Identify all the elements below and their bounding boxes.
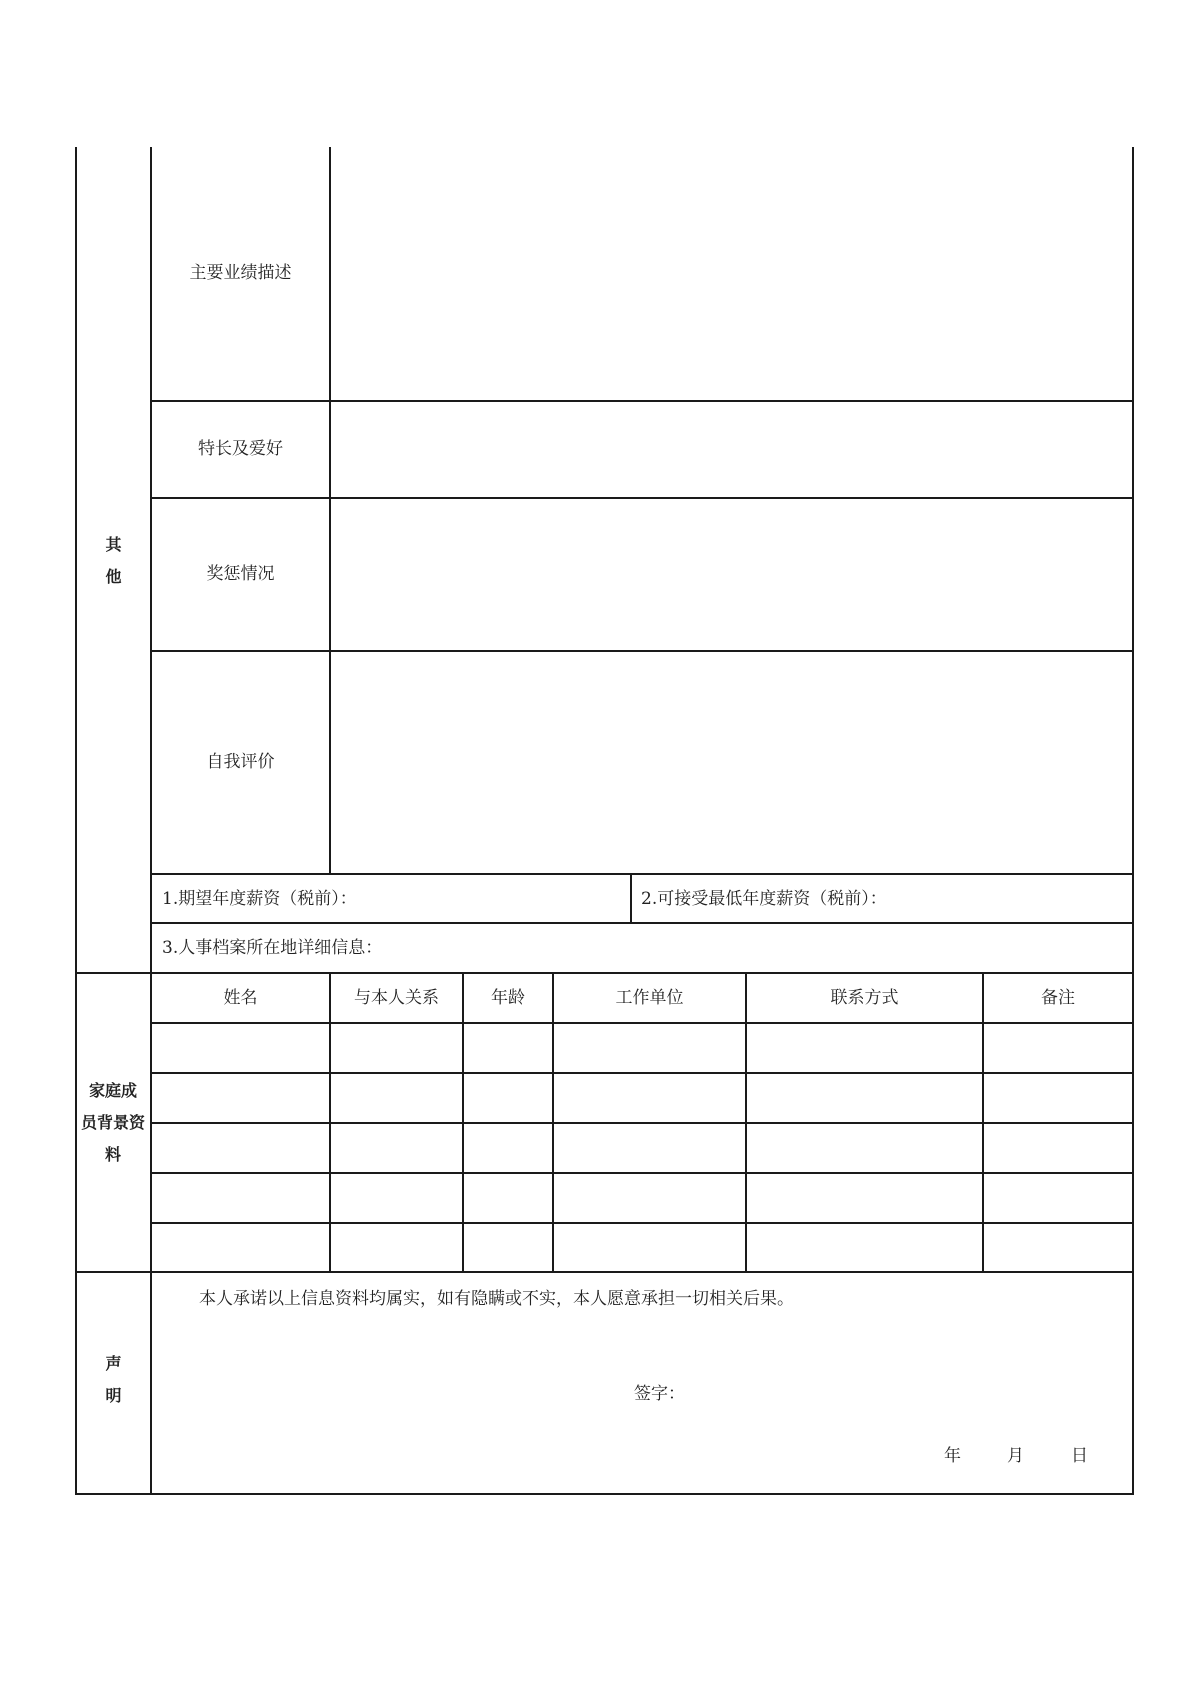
date-day-label: 日 — [1071, 1446, 1088, 1466]
achievements-label: 主要业绩描述 — [189, 263, 292, 283]
row-divider — [150, 1172, 1134, 1174]
declaration-section-title — [77, 1348, 150, 1412]
table-right-border — [1132, 147, 1134, 1495]
column-divider — [150, 147, 152, 1495]
section-divider — [75, 972, 1134, 974]
other-title-line: 其 — [105, 535, 122, 554]
row-divider — [150, 1122, 1134, 1124]
signature-label: 签字： — [634, 1384, 685, 1404]
column-divider — [745, 972, 747, 1272]
other-section-title — [77, 529, 150, 593]
family-title-line: 料 — [104, 1145, 121, 1164]
column-divider — [329, 147, 331, 874]
column-divider — [552, 972, 554, 1272]
column-divider — [982, 972, 984, 1272]
expected-salary-label: 1.期望年度薪资（税前）： — [162, 889, 357, 909]
row-divider — [150, 1222, 1134, 1224]
section-divider — [75, 1271, 1134, 1273]
column-header-relationship: 与本人关系 — [354, 988, 439, 1008]
column-header-age: 年龄 — [491, 988, 525, 1008]
rewards-label: 奖惩情况 — [206, 564, 275, 584]
archive-location-label: 3.人事档案所在地详细信息： — [162, 938, 383, 958]
column-divider — [630, 873, 632, 923]
column-header-name: 姓名 — [223, 988, 258, 1008]
declaration-title-line: 明 — [105, 1386, 122, 1405]
min-salary-label: 2.可接受最低年度薪资（税前）： — [641, 889, 887, 909]
date-year-label: 年 — [944, 1446, 961, 1466]
table-left-border — [75, 147, 77, 1495]
declaration-title-line: 声 — [105, 1354, 122, 1373]
declaration-statement: 本人承诺以上信息资料均属实，如有隐瞒或不实，本人愿意承担一切相关后果。 — [199, 1289, 794, 1309]
row-divider — [150, 922, 1134, 924]
column-header-employer: 工作单位 — [615, 988, 684, 1008]
self-evaluation-label: 自我评价 — [206, 752, 275, 772]
row-divider — [150, 1022, 1134, 1024]
row-divider — [150, 497, 1134, 499]
specialties-label: 特长及爱好 — [198, 439, 283, 459]
family-section-title — [74, 1075, 152, 1171]
date-month-label: 月 — [1007, 1446, 1024, 1466]
family-title-line: 员背景资 — [80, 1113, 145, 1132]
row-divider — [150, 1072, 1134, 1074]
column-divider — [329, 972, 331, 1272]
other-title-line: 他 — [105, 567, 122, 586]
column-divider — [462, 972, 464, 1272]
table-bottom-border — [75, 1493, 1134, 1495]
row-divider — [150, 400, 1134, 402]
row-divider — [150, 650, 1134, 652]
column-header-contact: 联系方式 — [830, 988, 899, 1008]
row-divider — [150, 873, 1134, 875]
family-title-line: 家庭成 — [88, 1081, 137, 1100]
column-header-remarks: 备注 — [1041, 988, 1075, 1008]
